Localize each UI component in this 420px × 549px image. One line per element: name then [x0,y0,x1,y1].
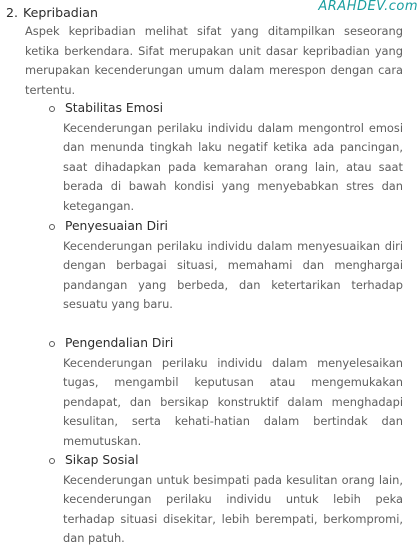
list-item-heading [6,4,98,22]
subitem-heading [46,334,403,354]
subitem-text: Kecenderungan untuk besimpati pada kesulitan orang lain, kecenderungan perilaku individu untuk lebih peka terhadap situasi disekitar, lebih berempati, berkompromi, dan patuh. [63,472,403,545]
subitem-heading [46,99,403,119]
bullet-circle-icon [49,224,55,230]
list-item-description: Aspek kepribadian melihat sifat yang ditampilkan seseorang ketika berkendara. Sifat merupakan unit dasar kepribadian yang merupakan kecenderungan umum dalam merespon dengan cara tertentu. [25,24,403,97]
bullet-circle-icon [49,458,55,464]
subitem-stabilitas-emosi [46,99,403,216]
subitem-title: Sikap Sosial [65,453,139,467]
subitem-title: Stabilitas Emosi [65,101,163,115]
subitem-sikap-sosial [46,451,403,549]
subitem-text: Kecenderungan perilaku individu dalam menyelesaikan tugas, mengambil keputusan atau mengemukakan pendapat, dan bersikap konstruktif dalam menghadapi kesulitan, serta kehati-hatian dalam bertindak dan memutuskan. [63,355,403,448]
watermark-logo: ARAHDEV.com [318,0,418,14]
subitem-text: Kecenderungan perilaku individu dalam menyesuaikan diri dengan berbagai situasi, memahami dan menghargai pandangan yang berbeda, dan ketertarikan terhadap sesuatu yang baru. [63,238,403,311]
subitem-heading [46,217,403,237]
subitem-title: Pengendalian Diri [65,336,174,350]
subitem-pengendalian-diri [46,334,403,451]
subitem-penyesuaian-diri [46,217,403,315]
subitem-heading [46,451,403,471]
list-item-number: 2. [6,5,19,20]
subitem-title: Penyesuaian Diri [65,219,168,233]
list-item-title: Kepribadian [23,5,98,20]
subitem-text: Kecenderungan perilaku individu dalam mengontrol emosi dan menunda tingkah laku negatif ketika ada pancingan, saat dihadapkan pada kemarahan orang lain, atau saat berada di bawah kondisi yang menyebabkan stres dan ketegangan. [63,120,403,213]
bullet-circle-icon [49,106,55,112]
bullet-circle-icon [49,341,55,347]
